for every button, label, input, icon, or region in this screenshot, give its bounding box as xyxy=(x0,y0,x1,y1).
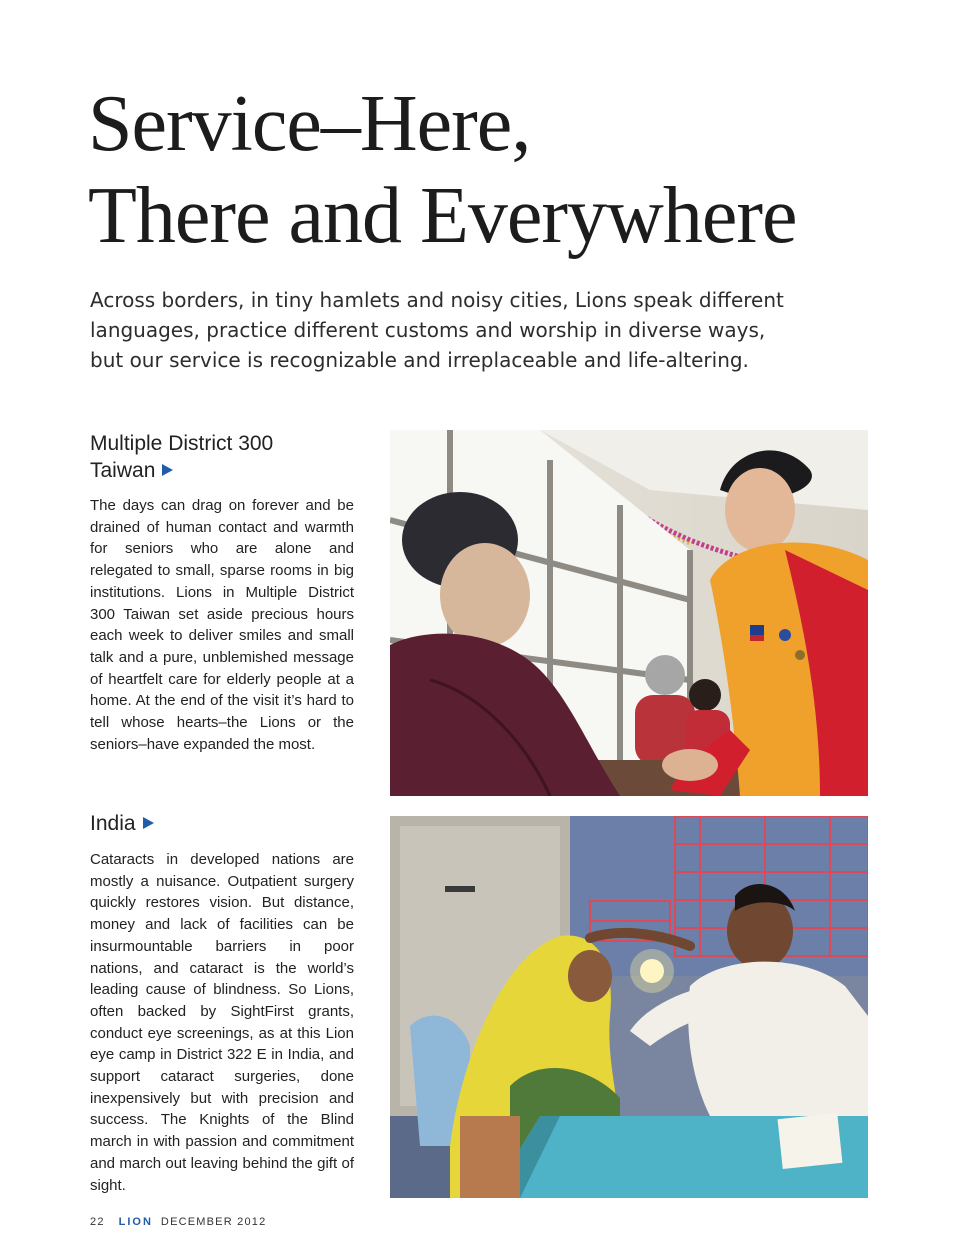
dek-line-2: languages, practice different customs and worship in diverse ways, xyxy=(90,318,766,342)
dek-line-1: Across borders, in tiny hamlets and noisy cities, Lions speak different xyxy=(90,288,784,312)
arrow-right-icon xyxy=(143,817,154,829)
photo-india-eye-camp xyxy=(390,816,868,1198)
section-body-india: Cataracts in developed nations are mostly a nuisance. Outpatient surgery quickly restores vision. But distance, money and lack of facilities can be insurmountable barriers in poor nations, and cataract is the world’s leading cause of blindness. So Lions, often backed by SightFirst grants, conduct eye screenings, as at this Lion eye camp in District 322 E in India, and support cataract surgeries, done inexpensively but with precision and success. The Knights of the Blind march in with passion and commitment and march out leaving behind the gift of sight. xyxy=(90,851,354,1194)
title-line-2: There and Everywhere xyxy=(88,172,797,260)
photo-taiwan-seniors xyxy=(390,430,868,796)
dek-line-3: but our service is recognizable and irreplaceable and life-altering. xyxy=(90,348,749,372)
magazine-name: LION xyxy=(118,1216,153,1228)
issue-date: DECEMBER 2012 xyxy=(160,1216,267,1228)
section-heading-line-2: Taiwan xyxy=(90,459,156,482)
section-heading-taiwan xyxy=(90,430,273,484)
section-heading-line-1: Multiple District 300 xyxy=(90,432,274,455)
article-dek xyxy=(90,285,890,375)
page-title xyxy=(88,78,796,262)
section-body-taiwan: The days can drag on forever and be drained of human contact and warmth for seniors who are alone and relegated to small, sparse rooms in big institutions. Lions in Multiple District 300 Taiwan set aside precious hours each week to deliver smiles and small talk and a pure, unblemished message of heartfelt care for elderly people at a home. At the end of the visit it’s hard to tell whose hearts–the Lions or the seniors–have expanded the most. xyxy=(90,497,354,753)
section-heading-india xyxy=(90,810,154,837)
arrow-right-icon xyxy=(162,464,173,476)
page-footer xyxy=(90,1216,266,1228)
page-number: 22 xyxy=(90,1216,105,1228)
section-heading-india-label: India xyxy=(90,812,136,835)
title-line-1: Service–Here, xyxy=(88,80,531,168)
